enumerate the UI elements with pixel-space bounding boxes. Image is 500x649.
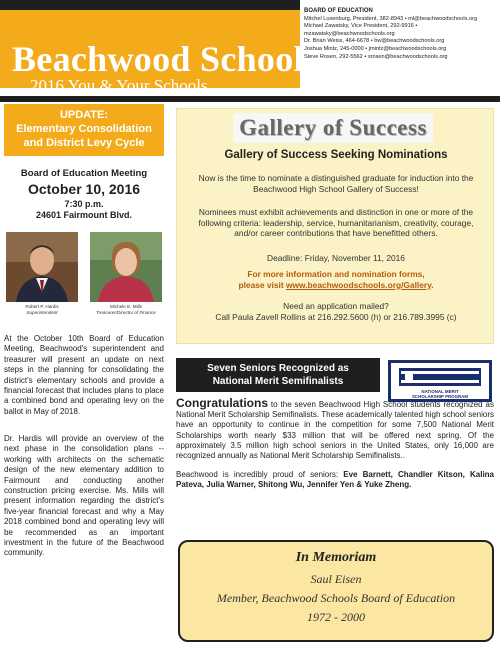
seniors-paragraph-text: to the seven Beachwood High School students recognized as National Merit Scholarship Semifinalists. These academically talented high school seniors have an opportunity to continue in the competition for some 7,500 National Merit Scholarships worth nearly $33 million that will be offered next spring. Of the approximately 3.5 million high school seniors in the United States, only 16,000 are recognized annually as National Merit Scholarship Semifinalists.. — [176, 400, 494, 461]
gallery-paragraph: Now is the time to nominate a distinguished graduate for induction into the Beachwood High School Gallery of Success! — [198, 173, 474, 194]
seniors-heading-line: Seven Seniors Recognized as — [207, 363, 349, 374]
officials-photos — [6, 232, 162, 314]
board-member: Joshua Mintz, 245-0000 • jmintz@beachwoodschools.org — [304, 45, 447, 52]
gallery-info — [189, 269, 483, 290]
meeting-date: October 10, 2016 — [27, 181, 141, 197]
caption-title: Treasurer/Director of Finance — [96, 309, 156, 315]
meeting-address: 24601 Fairmount Blvd. — [35, 210, 133, 220]
merit-logo-text-line: NATIONAL MERIT — [421, 389, 459, 394]
update-line: UPDATE: — [59, 109, 109, 121]
seniors-names-prefix: Beachwood is incredibly proud of seniors: — [176, 470, 344, 479]
board-heading: BOARD OF EDUCATION — [304, 8, 373, 14]
national-merit-logo — [388, 360, 492, 402]
gallery-application-line: Call Paula Zavell Rollins at 216.292.5600 (h) or 216.789.3995 (c) — [215, 311, 457, 322]
update-line: Elementary Consolidation — [16, 123, 152, 135]
merit-logo-mark — [399, 368, 481, 386]
meeting-label: Board of Education Meeting — [20, 168, 148, 179]
update-banner — [4, 104, 164, 156]
memoriam-role: Member, Beachwood Schools Board of Education — [216, 591, 456, 605]
meeting-info — [0, 164, 168, 220]
gallery-paragraph: Nominees must exhibit achievements and distinction in one or more of the following criteria: leadership, service, humanitarianism, creativity, courage, and/or career contributions that have benefitted others. — [198, 207, 474, 239]
board-of-education-list — [304, 8, 498, 61]
in-memoriam-box — [178, 540, 494, 642]
gallery-application — [189, 301, 483, 322]
header-top-bar — [0, 0, 300, 10]
gallery-info-suffix: . — [431, 279, 434, 290]
board-member: Mitchel Luxenburg, President, 382-8943 • ml@beachwoodschools.org — [304, 15, 478, 22]
merit-logo-icon — [399, 368, 481, 386]
board-member: Dr. Brian Weiss, 464-6678 • bw@beachwoodschools.org — [304, 38, 445, 45]
seniors-names: Eve Barnett, Chandler Kitson, Kalina Pateva, Julia Warner, Shitong Wu, Jennifer Yen & Yuke Zheng. — [176, 470, 495, 490]
seniors-names-paragraph — [176, 470, 494, 490]
memoriam-years: 1972 - 2000 — [307, 610, 365, 624]
gallery-of-success-box — [176, 108, 494, 344]
masthead-title: Beachwood Schools — [12, 39, 319, 79]
congratulations-word: Congratulations — [176, 396, 268, 410]
treasurer-photo — [90, 232, 162, 302]
update-line: and District Levy Cycle — [23, 137, 145, 149]
update-paragraph: At the October 10th Board of Education Meeting, Beachwood's superintendent and treasurer will present an update on next steps in the planning for consolidating the district's elementary schools and provide a financial forecast that includes plans to place a combined bond and operating levy on the ballot in May of 2018. — [4, 334, 164, 416]
update-paragraph: Dr. Hardis will provide an overview of the next phase in the consolidation plans -- working with architects on the schematic design of the new elementary addition to Fairmount and conducting another construction pricing exercise. Ms. Mills will present information regarding the district's five-year financial forecast and why a May 2018 combined bond and operating levy will be recommended as an important investment in the future of the Beachwood community. — [4, 434, 164, 558]
seniors-heading-line: National Merit Semifinalists — [212, 376, 344, 387]
gallery-banner: Gallery of Success — [233, 113, 433, 143]
seniors-paragraph — [176, 398, 494, 461]
gallery-info-line: For more information and nomination forms, — [247, 269, 425, 279]
gallery-info-prefix: please visit — [238, 279, 286, 290]
gallery-deadline: Deadline: Friday, November 11, 2016 — [267, 253, 405, 263]
memoriam-name: Saul Eisen — [310, 572, 362, 586]
caption-title: Superintendent — [26, 309, 58, 315]
seniors-heading — [176, 358, 380, 392]
memoriam-heading: In Memoriam — [295, 550, 377, 565]
board-member: Steve Rosen, 292-5562 • srosen@beachwoodschools.org — [304, 53, 448, 60]
gallery-heading: Gallery of Success Seeking Nominations — [224, 149, 448, 161]
superintendent-photo — [6, 232, 78, 302]
merit-logo-text-line: SCHOLARSHIP PROGRAM — [411, 394, 469, 400]
board-member: Michael Zawatsky, Vice President, 292-9916 • mzawatsky@beachwoodschools.org — [304, 23, 418, 37]
person-icon — [90, 232, 162, 302]
gallery-application-line: Need an application mailed? — [283, 301, 389, 311]
meeting-time: 7:30 p.m. — [64, 199, 104, 209]
treasurer-caption — [84, 304, 168, 316]
caption-name: Robert P. Hardis — [25, 304, 59, 309]
superintendent-caption — [0, 304, 84, 316]
gallery-link[interactable]: www.beachwoodschools.org/Gallery — [285, 279, 432, 290]
person-icon — [6, 232, 78, 302]
header-bottom-strip — [0, 96, 500, 102]
gallery-info-line — [189, 280, 483, 291]
masthead-subtitle: 2016 You & Your Schools — [30, 76, 208, 95]
caption-name: Michele E. Mills — [110, 304, 142, 309]
newsletter-header — [0, 0, 500, 108]
